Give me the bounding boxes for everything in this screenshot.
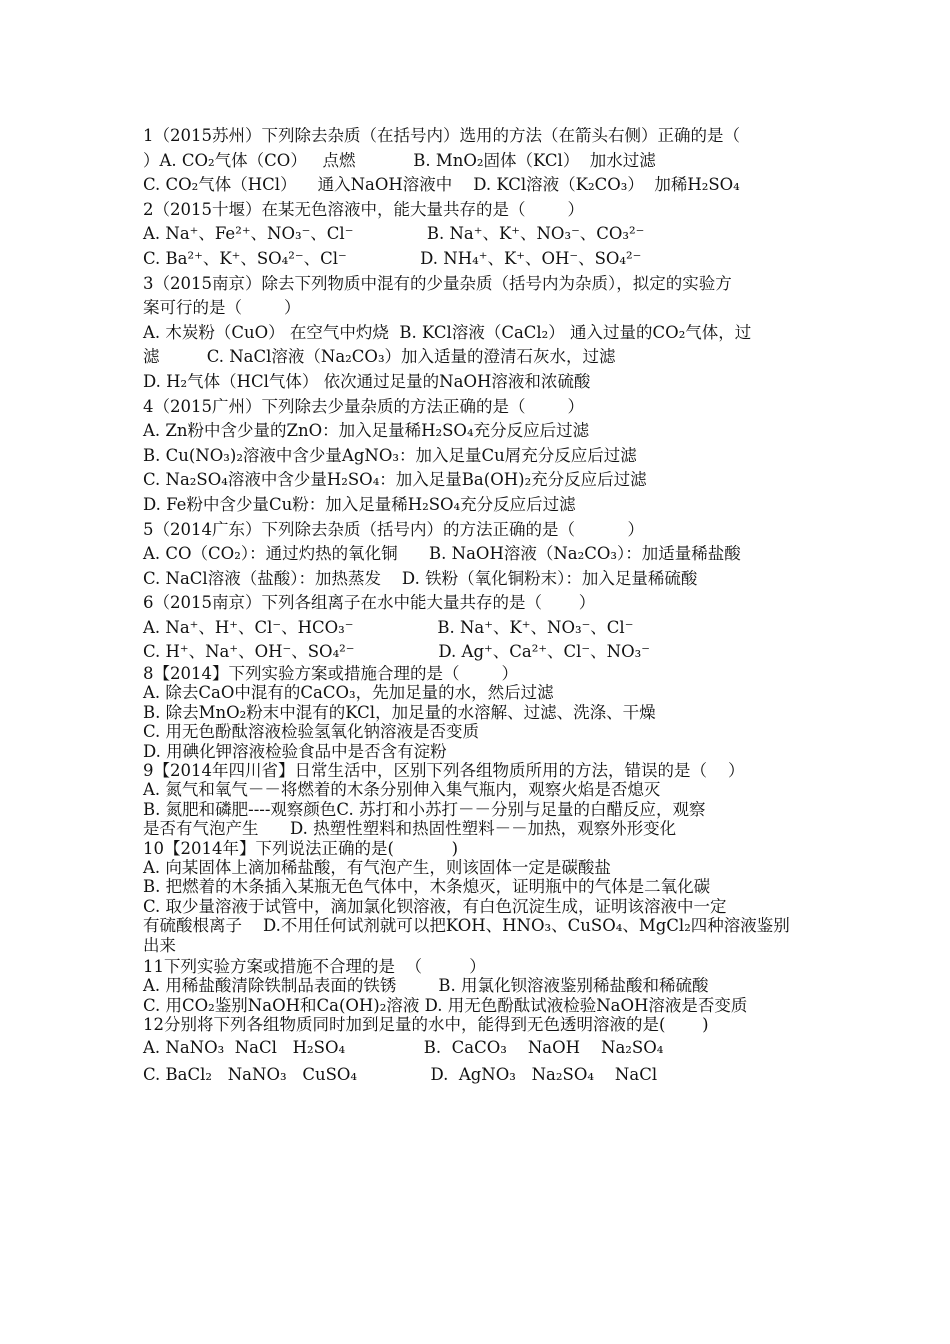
text-line: 6（2015南京）下列各组离子在水中能大量共存的是（ ）: [143, 593, 596, 613]
option-line: A. NaNO₃ NaCl H₂SO₄ B. CaCO₃ NaOH Na₂SO₄: [143, 1038, 664, 1058]
text-line: B. 除去MnO₂粉末中混有的KCl，加足量的水溶解、过滤、洗涤、干燥: [143, 702, 656, 722]
text-line: A. 向某固体上滴加稀盐酸，有气泡产生，则该固体一定是碳酸盐: [143, 857, 611, 877]
question-12-block: [143, 1015, 823, 1088]
text-line: 12分别将下列各组物质同时加到足量的水中，能得到无色透明溶液的是( ): [143, 1015, 709, 1035]
text-line: 是否有气泡产生 D. 热塑性塑料和热固性塑料－－加热，观察外形变化: [143, 819, 677, 839]
text-line: C. 用CO₂鉴别NaOH和Ca(OH)₂溶液 D. 用无色酚酞试液检验NaOH溶液是否变质: [143, 995, 748, 1015]
text-line: 9【2014年四川省】日常生活中，区别下列各组物质所用的方法，错误的是（ ）: [143, 761, 745, 781]
text-line: A. 除去CaO中混有的CaCO₃，先加足量的水，然后过滤: [143, 683, 554, 703]
question-text-block: [143, 124, 823, 1088]
text-line: 滤 C. NaCl溶液（Na₂CO₃）加入适量的澄清石灰水，过滤: [143, 347, 616, 367]
text-line: A. CO（CO₂）：通过灼热的氧化铜 B. NaOH溶液（Na₂CO₃）：加适量稀盐酸: [143, 544, 741, 564]
text-line: A. 木炭粉（CuO） 在空气中灼烧 B. KCl溶液（CaCl₂） 通入过量的CO₂气体，过: [143, 322, 752, 342]
option-line: C. BaCl₂ NaNO₃ CuSO₄ D. AgNO₃ Na₂SO₄ NaCl: [143, 1065, 658, 1085]
text-line: ）A. CO₂气体（CO） 点燃 B. MnO₂固体（KCl） 加水过滤: [143, 150, 656, 170]
text-line: 3（2015南京）除去下列物质中混有的少量杂质（括号内为杂质），拟定的实验方: [143, 273, 732, 293]
question-11-block: [143, 957, 823, 1015]
text-line: D. H₂气体（HCl气体） 依次通过足量的NaOH溶液和浓硫酸: [143, 371, 591, 391]
text-line: A. Zn粉中含少量的ZnO：加入足量稀H₂SO₄充分反应后过滤: [143, 421, 590, 441]
text-line: C. CO₂气体（HCl） 通入NaOH溶液中 D. KCl溶液（K₂CO₃） 加稀H₂SO₄: [143, 175, 740, 195]
text-line: 11下列实验方案或措施不合理的是 （ ）: [143, 956, 486, 976]
text-line: C. Ba²⁺、K⁺、SO₄²⁻、Cl⁻ D. NH₄⁺、K⁺、OH⁻、SO₄²⁻: [143, 248, 642, 268]
text-line: B. 把燃着的木条插入某瓶无色气体中，木条熄灭，证明瓶中的气体是二氧化碳: [143, 877, 711, 897]
text-line: C. 取少量溶液于试管中，滴加氯化钡溶液，有白色沉淀生成，证明该溶液中一定: [143, 896, 727, 916]
questions-8-10-block: [143, 664, 823, 955]
text-line: D. 用碘化钾溶液检验食品中是否含有淀粉: [143, 741, 447, 761]
text-line: B. Cu(NO₃)₂溶液中含少量AgNO₃：加入足量Cu屑充分反应后过滤: [143, 445, 637, 465]
text-line: A. Na⁺、H⁺、Cl⁻、HCO₃⁻ B. Na⁺、K⁺、NO₃⁻、Cl⁻: [143, 617, 634, 637]
text-line: 2（2015十堰）在某无色溶液中，能大量共存的是（ ）: [143, 199, 584, 219]
text-line: 案可行的是（ ）: [143, 298, 301, 318]
text-line: 有硫酸根离子 D.不用任何试剂就可以把KOH、HNO₃、CuSO₄、MgCl₂四种溶液鉴别: [143, 916, 790, 936]
text-line: D. Fe粉中含少量Cu粉：加入足量稀H₂SO₄充分反应后过滤: [143, 494, 576, 514]
text-line: A. 用稀盐酸清除铁制品表面的铁锈 B. 用氯化钡溶液鉴别稀盐酸和稀硫酸: [143, 976, 709, 996]
text-line: 10【2014年】下列说法正确的是( ): [143, 838, 459, 858]
text-line: C. NaCl溶液（盐酸）：加热蒸发 D. 铁粉（氧化铜粉末）：加入足量稀硫酸: [143, 568, 698, 588]
text-line: 4（2015广州）下列除去少量杂质的方法正确的是（ ）: [143, 396, 584, 416]
text-line: B. 氮肥和磷肥----观察颜色C. 苏打和小苏打－－分别与足量的白醋反应，观察: [143, 799, 706, 819]
text-line: 出来: [143, 935, 176, 955]
text-line: 8【2014】下列实验方案或措施合理的是（ ）: [143, 664, 518, 684]
text-line: 5（2014广东）下列除去杂质（括号内）的方法正确的是（ ）: [143, 519, 644, 539]
text-line: C. 用无色酚酞溶液检验氢氧化钠溶液是否变质: [143, 722, 480, 742]
text-line: A. 氮气和氧气－－将燃着的木条分别伸入集气瓶内，观察火焰是否熄灭: [143, 780, 661, 800]
text-line: C. H⁺、Na⁺、OH⁻、SO₄²⁻ D. Ag⁺、Ca²⁺、Cl⁻、NO₃⁻: [143, 642, 650, 662]
text-line: 1（2015苏州）下列除去杂质（在括号内）选用的方法（在箭头右侧）正确的是（: [143, 126, 740, 145]
text-line: C. Na₂SO₄溶液中含少量H₂SO₄：加入足量Ba(OH)₂充分反应后过滤: [143, 470, 647, 490]
text-line: A. Na⁺、Fe²⁺、NO₃⁻、Cl⁻ B. Na⁺、K⁺、NO₃⁻、CO₃²⁻: [143, 224, 645, 244]
